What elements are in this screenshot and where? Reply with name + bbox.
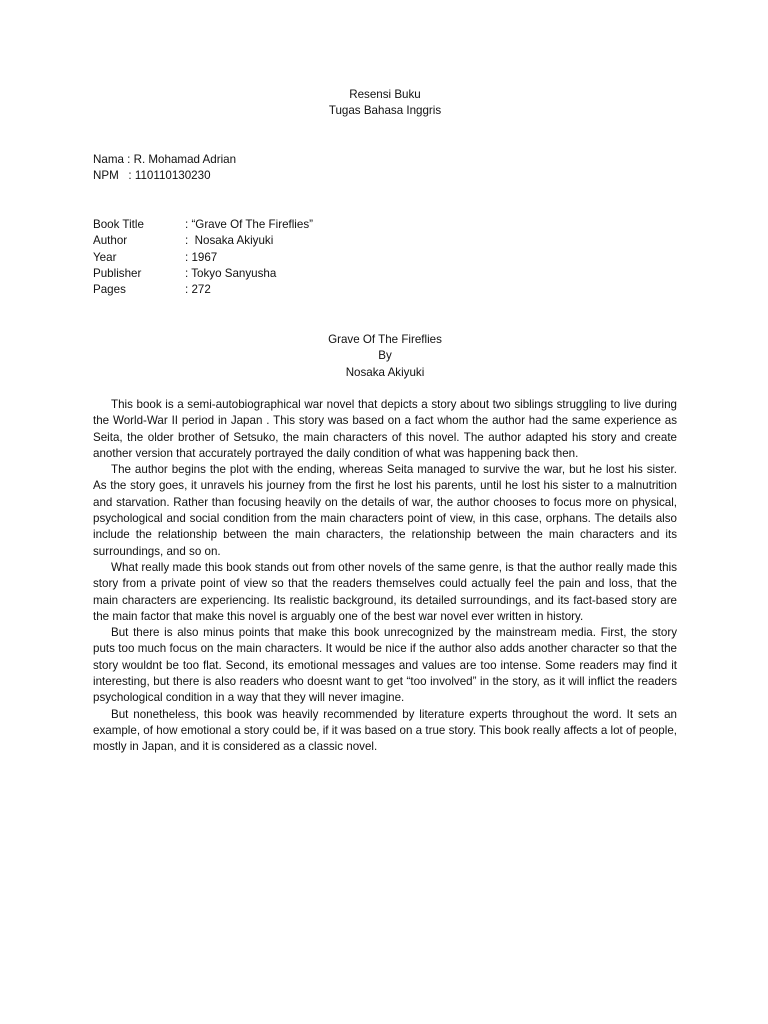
book-info-table (93, 217, 677, 298)
document-header (93, 87, 677, 120)
book-info-row (93, 282, 677, 298)
book-info-value: : 1967 (185, 250, 218, 264)
student-name: Nama : R. Mohamad Adrian (93, 153, 237, 166)
book-info-label: Publisher (93, 266, 142, 280)
book-info-value: : Tokyo Sanyusha (185, 266, 277, 280)
header-subtitle: Tugas Bahasa Inggris (328, 104, 442, 118)
review-heading (93, 332, 677, 381)
book-info-row (93, 250, 677, 266)
review-paragraph: What really made this book stands out from other novels of the same genre, is that the author really made this story from a private point of view so that the readers themselves could actually feel the pain and loss, that the main characters are experiencing. Its realistic background, its detailed surroundings, and its fact-based story are the main factor that make this novel is arguably one of the best war novel ever written in history. (93, 560, 677, 623)
book-info-value: : 272 (185, 283, 211, 297)
review-paragraph: The author begins the plot with the ending, whereas Seita managed to survive the war, but he lost his sister. As the story goes, it unravels his journey from the first he lost his parents, until he lost his sister to a malnutrition and starvation. Rather than focusing heavily on the details of war, the author chooses to focus more on physical, psychological and social condition from the main characters point of view, in this case, orphans. The details also include the relationship between the main characters, the relationship between the main characters and its surroundings, and so on. (93, 463, 677, 558)
review-by: By (378, 349, 392, 363)
book-info-value: : Nosaka Akiyuki (185, 234, 274, 248)
student-npm: NPM : 110110130230 (93, 169, 211, 183)
book-info-label: Year (93, 250, 117, 264)
student-identity (93, 152, 677, 185)
book-info-value: : “Grave Of The Fireflies” (185, 218, 313, 231)
review-body (93, 397, 677, 756)
book-info-label: Book Title (93, 218, 144, 231)
book-info-row (93, 217, 677, 233)
review-paragraph: But there is also minus points that make this book unrecognized by the mainstream media. First, the story puts too much focus on the main characters. It would be nice if the author also adds another character so that the story wouldnt be too flat. Second, its emotional messages and values are too intense. Some readers may find it interesting, but there is also readers who doesnt want to get “too involved” in the story, as it will inflict the readers psychological condition in a way that they will never imagine. (93, 626, 677, 705)
book-info-row (93, 266, 677, 282)
book-info-label: Author (93, 234, 128, 248)
header-title: Resensi Buku (349, 88, 421, 101)
book-info-label: Pages (93, 283, 126, 297)
review-title: Grave Of The Fireflies (328, 333, 442, 346)
document-page (93, 0, 677, 1024)
book-info-row (93, 233, 677, 249)
review-paragraph: This book is a semi-autobiographical war novel that depicts a story about two siblings struggling to live during the World-War II period in Japan . This story was based on a fact whom the author had the same experience as Seita, the older brother of Setsuko, the main characters of this novel. The author adapted his story and create another version that accurately portrayed the daily condition of what was happening back then. (93, 398, 677, 460)
review-paragraph: But nonetheless, this book was heavily recommended by literature experts throughout the word. It sets an example, of how emotional a story could be, if it was based on a true story. This book really affects a lot of people, mostly in Japan, and it is considered as a classic novel. (93, 707, 677, 754)
review-author: Nosaka Akiyuki (345, 365, 425, 379)
